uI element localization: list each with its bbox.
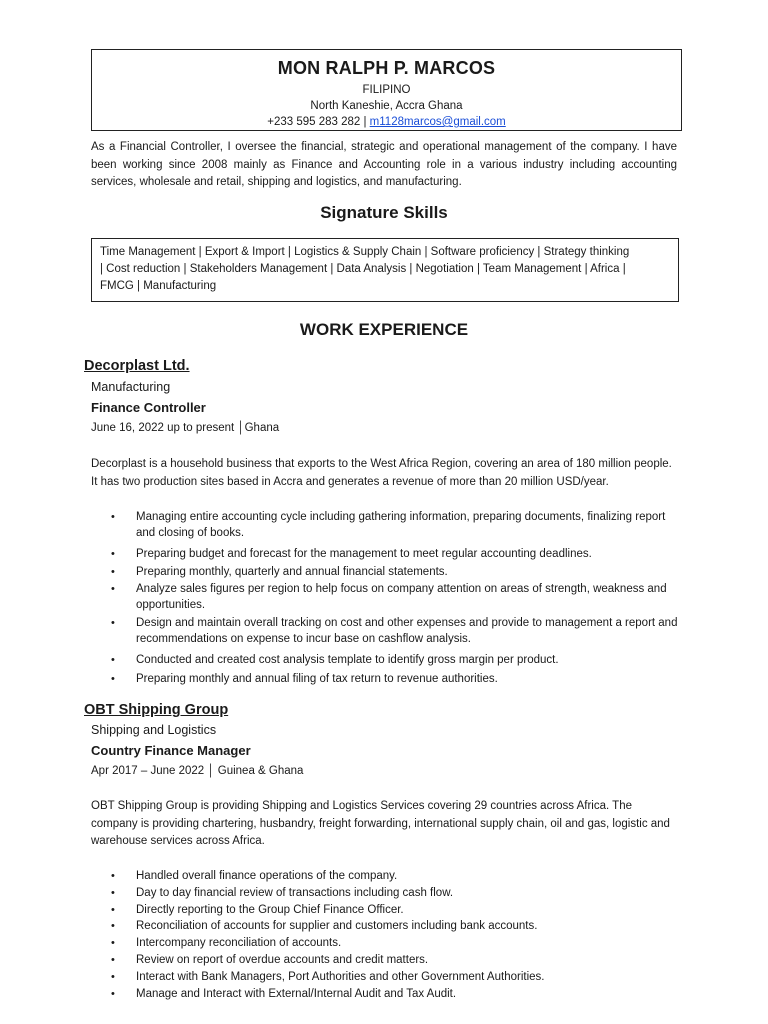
bullet-icon: • bbox=[111, 903, 115, 916]
bullet-icon: • bbox=[111, 886, 115, 899]
job-title: Finance Controller bbox=[91, 400, 206, 415]
bullet-icon: • bbox=[111, 970, 115, 983]
bullet-icon: • bbox=[111, 654, 115, 666]
list-item: • Reconciliation of accounts for supplier and customers including bank accounts. bbox=[111, 920, 538, 933]
phone: +233 595 283 282 | bbox=[267, 116, 367, 128]
job-title: Country Finance Manager bbox=[91, 743, 251, 758]
skills-heading: Signature Skills bbox=[320, 203, 448, 222]
list-item: • Managing entire accounting cycle including gathering information, preparing documents, finalizing report and closing of books. bbox=[111, 511, 666, 539]
bullet-icon: • bbox=[111, 566, 115, 578]
list-item: • Analyze sales figures per region to help focus on company attention on areas of strength, weakness and opportunities. bbox=[111, 583, 667, 611]
summary: As a Financial Controller, I oversee the financial, strategic and operational management of the company. I have been working since 2008 mainly as Finance and Accounting role in a various industry including accounting services, wholesale and retail, shipping and logistics, and manufacturing. bbox=[91, 141, 677, 188]
skills-line: FMCG | Manufacturing bbox=[100, 280, 217, 292]
bullet-icon: • bbox=[111, 870, 115, 882]
bullet-icon: • bbox=[111, 937, 115, 950]
skills-line: Time Management | Export & Import | Logistics & Supply Chain | Software proficiency | Strategy thinking bbox=[100, 246, 630, 258]
company-description: Decorplast is a household business that exports to the West Africa Region, covering an area of 180 million people. It has two production sites based in Accra and generates a revenue of more than 20 million USD/year. bbox=[91, 458, 672, 488]
job-bullets bbox=[0, 509, 768, 687]
bullet-icon: • bbox=[111, 617, 115, 629]
job-dates: Apr 2017 – June 2022 │ Guinea & Ghana bbox=[91, 765, 304, 777]
email-link[interactable]: m1128marcos@gmail.com bbox=[369, 116, 506, 128]
contact-line bbox=[92, 114, 681, 130]
address: North Kaneshie, Accra Ghana bbox=[310, 100, 463, 112]
list-item: • Day to day financial review of transactions including cash flow. bbox=[111, 886, 454, 899]
job-dates: June 16, 2022 up to present │Ghana bbox=[91, 422, 280, 434]
list-item: • Preparing budget and forecast for the management to meet regular accounting deadlines. bbox=[111, 548, 592, 560]
list-item: • Preparing monthly and annual filing of tax return to revenue authorities. bbox=[111, 673, 498, 685]
list-item: • Manage and Interact with External/Internal Audit and Tax Audit. bbox=[111, 987, 457, 1000]
list-item: • Conducted and created cost analysis template to identify gross margin per product. bbox=[111, 654, 559, 666]
list-item: • Handled overall finance operations of the company. bbox=[111, 870, 398, 882]
bullet-icon: • bbox=[111, 920, 115, 933]
work-experience-heading: WORK EXPERIENCE bbox=[299, 320, 469, 339]
job-bullets bbox=[0, 868, 768, 1002]
candidate-name: MON RALPH P. MARCOS bbox=[277, 58, 496, 78]
skills-box bbox=[91, 238, 679, 302]
nationality: FILIPINO bbox=[362, 84, 411, 96]
industry: Manufacturing bbox=[91, 380, 171, 394]
header-box bbox=[91, 49, 682, 131]
skills-line: | Cost reduction | Stakeholders Management | Data Analysis | Negotiation | Team Management | Africa | bbox=[100, 263, 626, 275]
industry: Shipping and Logistics bbox=[91, 723, 217, 737]
list-item: • Design and maintain overall tracking on cost and other expenses and provide to management a report and recommendations on expense to incur base on cashflow analysis. bbox=[111, 617, 678, 645]
company-description: OBT Shipping Group is providing Shipping and Logistics Services covering 29 countries across Africa. The company is providing chartering, husbandry, freight forwarding, international supply chain, oil and gas, logistic and warehouse services across Africa. bbox=[91, 800, 670, 847]
list-item: • Directly reporting to the Group Chief Finance Officer. bbox=[111, 903, 404, 916]
list-item: • Preparing monthly, quarterly and annual financial statements. bbox=[111, 566, 448, 578]
list-item: • Review on report of overdue accounts and credit matters. bbox=[111, 953, 429, 966]
bullet-icon: • bbox=[111, 548, 115, 560]
company-name: Decorplast Ltd. bbox=[84, 358, 190, 374]
bullet-icon: • bbox=[111, 583, 115, 595]
list-item: • Interact with Bank Managers, Port Authorities and other Government Authorities. bbox=[111, 970, 545, 983]
bullet-icon: • bbox=[111, 511, 115, 523]
company-name: OBT Shipping Group bbox=[84, 702, 229, 718]
bullet-icon: • bbox=[111, 673, 115, 685]
list-item: • Intercompany reconciliation of accounts. bbox=[111, 937, 342, 950]
bullet-icon: • bbox=[111, 953, 115, 966]
bullet-icon: • bbox=[111, 987, 115, 1000]
